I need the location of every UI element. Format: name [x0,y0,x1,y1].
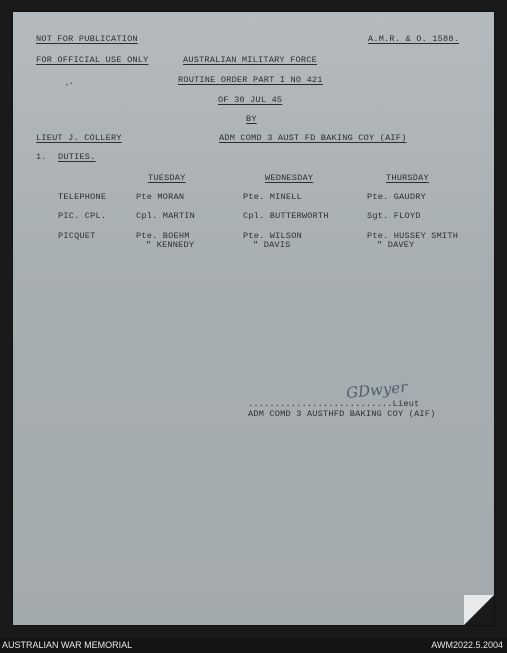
force-title: AUSTRALIAN MILITARY FORCE [183,55,317,65]
signature-unit: ADM COMD 3 AUSTHFD BAKING COY (AIF) [248,409,436,419]
official-use-label: FOR OFFICIAL USE ONLY [36,55,149,65]
duty-cell: Pte. BOEHM [136,231,190,241]
section-title: DUTIES. [58,152,96,162]
footer-source: AUSTRALIAN WAR MEMORIAL [2,640,133,650]
duty-cell: Pte MORAN [136,192,185,202]
duty-cell: " DAVEY [377,240,415,250]
duty-cell: Pte. MINELL [243,192,302,202]
reference-number: A.M.R. & O. 1588. [368,34,460,44]
not-for-publication-label: NOT FOR PUBLICATION [36,34,138,44]
duty-label: PICQUET [58,231,96,241]
duty-cell: Sgt. FLOYD [367,211,421,221]
duty-cell: Cpl. MARTIN [136,211,195,221]
duty-label: TELEPHONE [58,192,107,202]
duty-cell: " KENNEDY [146,240,195,250]
day-header-tuesday: TUESDAY [148,173,186,183]
duty-cell: Cpl. BUTTERWORTH [243,211,329,221]
routine-order-title: ROUTINE ORDER PART I NO 421 [178,75,323,85]
duty-cell: " DAVIS [253,240,291,250]
unit-name: ADM COMD 3 AUST FD BAKING COY (AIF) [219,133,407,143]
duty-cell: Pte. WILSON [243,231,302,241]
duty-cell: Pte. HUSSEY SMITH [367,231,459,241]
day-header-wednesday: WEDNESDAY [265,173,314,183]
duty-cell: Pte. GAUDRY [367,192,426,202]
by-label: BY [246,114,257,124]
handwritten-signature: GDwyer [345,377,409,403]
section-number: 1. [36,152,47,162]
ink-mark: ⸴· [66,79,74,89]
officer-name: LIEUT J. COLLERY [36,133,122,143]
signature-line: ...........................Lieut [248,399,420,409]
day-header-thursday: THURSDAY [386,173,429,183]
folded-corner [464,595,494,625]
footer-accession-number: AWM2022.5.2004 [431,640,503,650]
order-date: OF 30 JUL 45 [218,95,283,105]
duty-label: PIC. CPL. [58,211,107,221]
